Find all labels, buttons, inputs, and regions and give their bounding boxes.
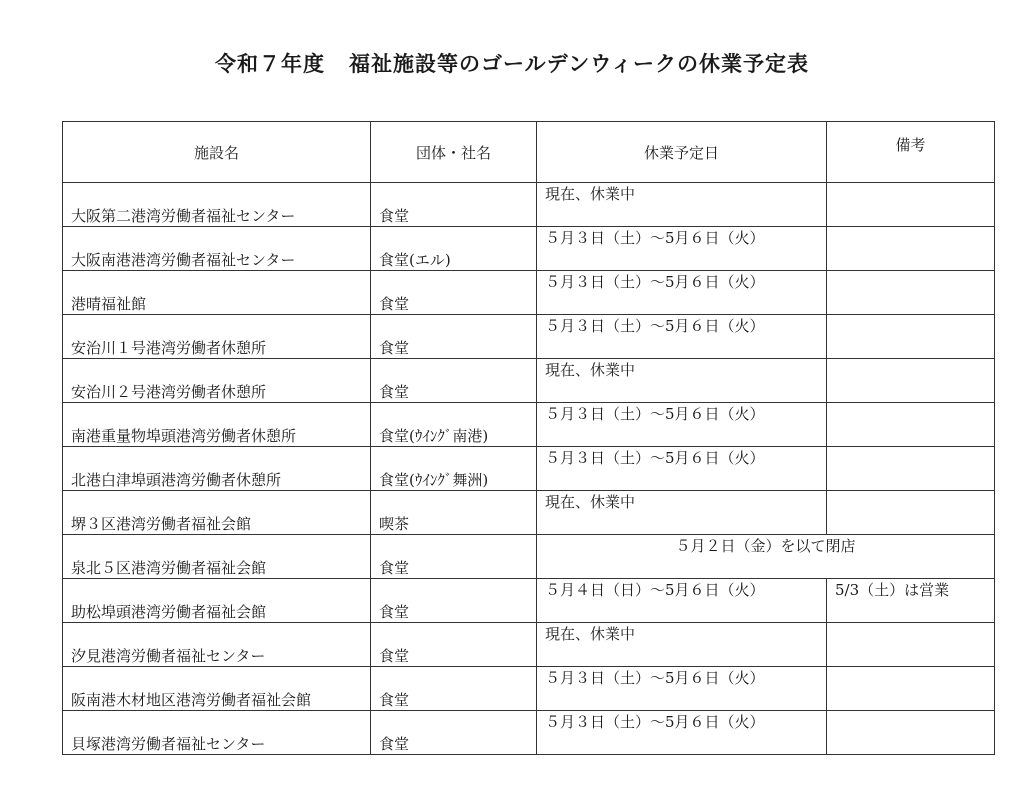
facility-name: 泉北５区港湾労働者福祉会館 bbox=[63, 535, 371, 579]
remarks bbox=[827, 183, 995, 227]
organization-name: 食堂 bbox=[371, 183, 537, 227]
remarks bbox=[827, 491, 995, 535]
organization-name: 食堂 bbox=[371, 667, 537, 711]
remarks bbox=[827, 667, 995, 711]
closure-dates: ５月３日（土）～5月６日（火） bbox=[537, 271, 827, 315]
closure-dates: ５月３日（土）～5月６日（火） bbox=[537, 227, 827, 271]
facility-name: 貝塚港湾労働者福祉センター bbox=[63, 711, 371, 755]
remarks bbox=[827, 623, 995, 667]
facility-name: 大阪第二港湾労働者福祉センター bbox=[63, 183, 371, 227]
title-main: 福祉施設等のゴールデンウィークの休業予定表 bbox=[349, 51, 809, 76]
closure-dates: ５月２日（金）を以て閉店 bbox=[537, 535, 995, 579]
remarks bbox=[827, 227, 995, 271]
table-row bbox=[63, 183, 995, 227]
organization-name: 食堂 bbox=[371, 535, 537, 579]
facility-name: 港晴福祉館 bbox=[63, 271, 371, 315]
header-notes: 備考 bbox=[827, 122, 995, 183]
table-row bbox=[63, 535, 995, 579]
organization-name: 食堂 bbox=[371, 359, 537, 403]
organization-name: 食堂 bbox=[371, 623, 537, 667]
facility-name: 安治川１号港湾労働者休憩所 bbox=[63, 315, 371, 359]
table-row bbox=[63, 227, 995, 271]
page-title bbox=[0, 48, 1024, 78]
facility-name: 北港白津埠頭港湾労働者休憩所 bbox=[63, 447, 371, 491]
table-row bbox=[63, 315, 995, 359]
closure-dates: ５月３日（土）～5月６日（火） bbox=[537, 403, 827, 447]
table-row bbox=[63, 359, 995, 403]
table-row bbox=[63, 579, 995, 623]
table-row bbox=[63, 491, 995, 535]
closure-dates: ５月４日（日）～5月６日（火） bbox=[537, 579, 827, 623]
closure-dates: 現在、休業中 bbox=[537, 623, 827, 667]
table-row bbox=[63, 447, 995, 491]
facility-name: 助松埠頭港湾労働者福祉会館 bbox=[63, 579, 371, 623]
remarks bbox=[827, 359, 995, 403]
table-row bbox=[63, 271, 995, 315]
closure-dates: 現在、休業中 bbox=[537, 183, 827, 227]
organization-name: 食堂 bbox=[371, 271, 537, 315]
table-row bbox=[63, 711, 995, 755]
organization-name: 喫茶 bbox=[371, 491, 537, 535]
header-organization: 団体・社名 bbox=[371, 122, 537, 183]
facility-name: 汐見港湾労働者福祉センター bbox=[63, 623, 371, 667]
closure-dates: 現在、休業中 bbox=[537, 359, 827, 403]
organization-name: 食堂 bbox=[371, 315, 537, 359]
facility-name: 大阪南港港湾労働者福祉センター bbox=[63, 227, 371, 271]
closure-dates: ５月３日（土）～5月６日（火） bbox=[537, 447, 827, 491]
remarks bbox=[827, 271, 995, 315]
facility-name: 安治川２号港湾労働者休憩所 bbox=[63, 359, 371, 403]
closure-dates: ５月３日（土）～5月６日（火） bbox=[537, 711, 827, 755]
title-year: 令和７年度 bbox=[215, 51, 326, 76]
organization-name: 食堂 bbox=[371, 579, 537, 623]
table-row bbox=[63, 623, 995, 667]
remarks bbox=[827, 403, 995, 447]
organization-name: 食堂(ｳｲﾝｸﾞ南港) bbox=[371, 403, 537, 447]
header-facility: 施設名 bbox=[63, 122, 371, 183]
facility-name: 南港重量物埠頭港湾労働者休憩所 bbox=[63, 403, 371, 447]
organization-name: 食堂(エル) bbox=[371, 227, 537, 271]
table-row bbox=[63, 403, 995, 447]
remarks bbox=[827, 711, 995, 755]
organization-name: 食堂 bbox=[371, 711, 537, 755]
closure-dates: ５月３日（土）～5月６日（火） bbox=[537, 667, 827, 711]
table-row bbox=[63, 667, 995, 711]
header-row bbox=[63, 122, 995, 183]
remarks: 5/3（土）は営業 bbox=[827, 579, 995, 623]
header-dates: 休業予定日 bbox=[537, 122, 827, 183]
remarks bbox=[827, 315, 995, 359]
holiday-schedule-table bbox=[62, 121, 995, 755]
remarks bbox=[827, 447, 995, 491]
closure-dates: 現在、休業中 bbox=[537, 491, 827, 535]
organization-name: 食堂(ｳｲﾝｸﾞ舞洲) bbox=[371, 447, 537, 491]
closure-dates: ５月３日（土）～5月６日（火） bbox=[537, 315, 827, 359]
facility-name: 堺３区港湾労働者福祉会館 bbox=[63, 491, 371, 535]
facility-name: 阪南港木材地区港湾労働者福祉会館 bbox=[63, 667, 371, 711]
